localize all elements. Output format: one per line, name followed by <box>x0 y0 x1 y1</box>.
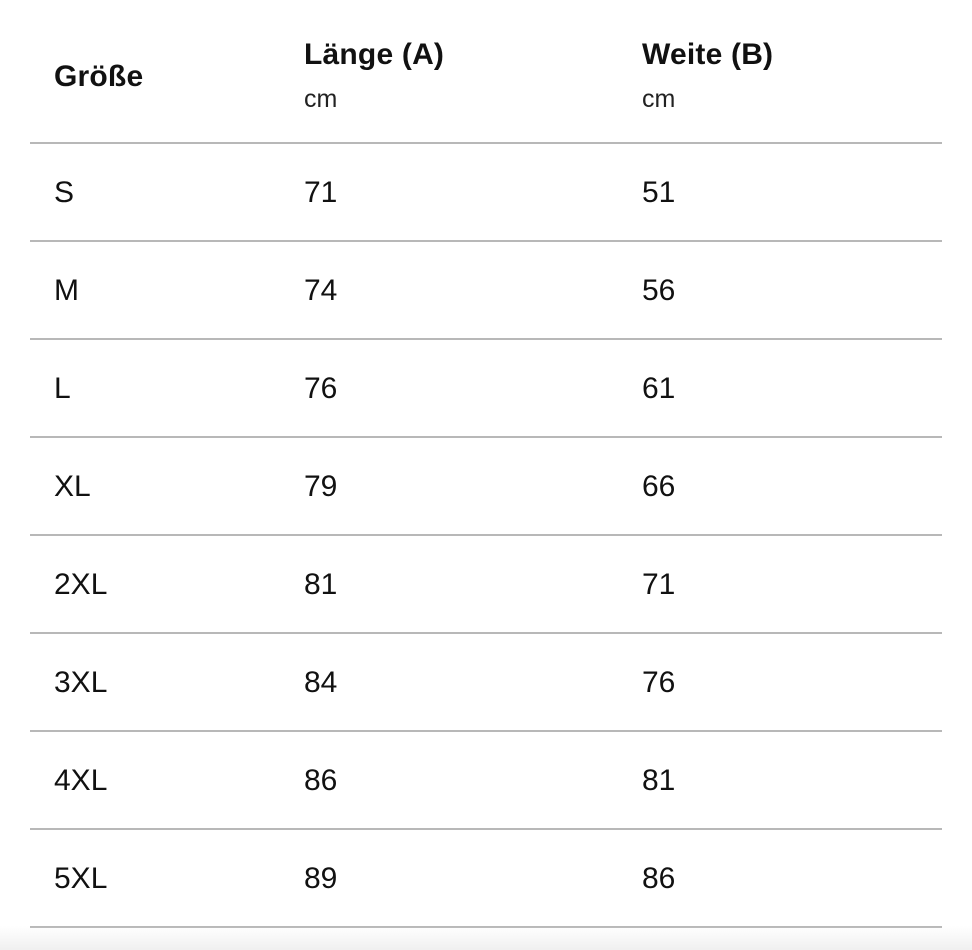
size-cell: 4XL <box>54 764 108 797</box>
size-cell: S <box>54 176 75 209</box>
header-width <box>642 36 773 114</box>
header-length-unit: cm <box>304 85 338 113</box>
width-cell: 51 <box>642 176 676 209</box>
length-cell: 86 <box>304 764 338 797</box>
table-row <box>30 634 942 732</box>
table-row <box>30 144 942 242</box>
header-width-unit: cm <box>642 85 676 113</box>
size-cell: XL <box>54 470 91 503</box>
table-row <box>30 830 942 928</box>
header-size <box>54 58 143 96</box>
length-cell: 79 <box>304 470 338 503</box>
table-row <box>30 732 942 830</box>
width-cell: 61 <box>642 372 676 405</box>
header-width-label: Weite (B) <box>642 38 774 71</box>
length-cell: 74 <box>304 274 338 307</box>
length-cell: 71 <box>304 176 338 209</box>
length-cell: 81 <box>304 568 338 601</box>
width-cell: 66 <box>642 470 676 503</box>
width-cell: 56 <box>642 274 676 307</box>
width-cell: 71 <box>642 568 676 601</box>
width-cell: 76 <box>642 666 676 699</box>
header-length <box>304 36 444 114</box>
width-cell: 81 <box>642 764 676 797</box>
length-cell: 89 <box>304 862 338 895</box>
size-cell: 5XL <box>54 862 108 895</box>
length-cell: 84 <box>304 666 338 699</box>
table-row <box>30 536 942 634</box>
size-cell: L <box>54 372 71 405</box>
table-row <box>30 242 942 340</box>
table-header <box>30 0 942 144</box>
header-size-label: Größe <box>54 60 144 93</box>
width-cell: 86 <box>642 862 676 895</box>
table-row <box>30 340 942 438</box>
table-row <box>30 438 942 536</box>
header-length-label: Länge (A) <box>304 38 445 71</box>
size-cell: 3XL <box>54 666 108 699</box>
length-cell: 76 <box>304 372 338 405</box>
size-cell: 2XL <box>54 568 108 601</box>
size-table <box>30 0 942 928</box>
size-cell: M <box>54 274 79 307</box>
bottom-fade <box>0 926 972 950</box>
